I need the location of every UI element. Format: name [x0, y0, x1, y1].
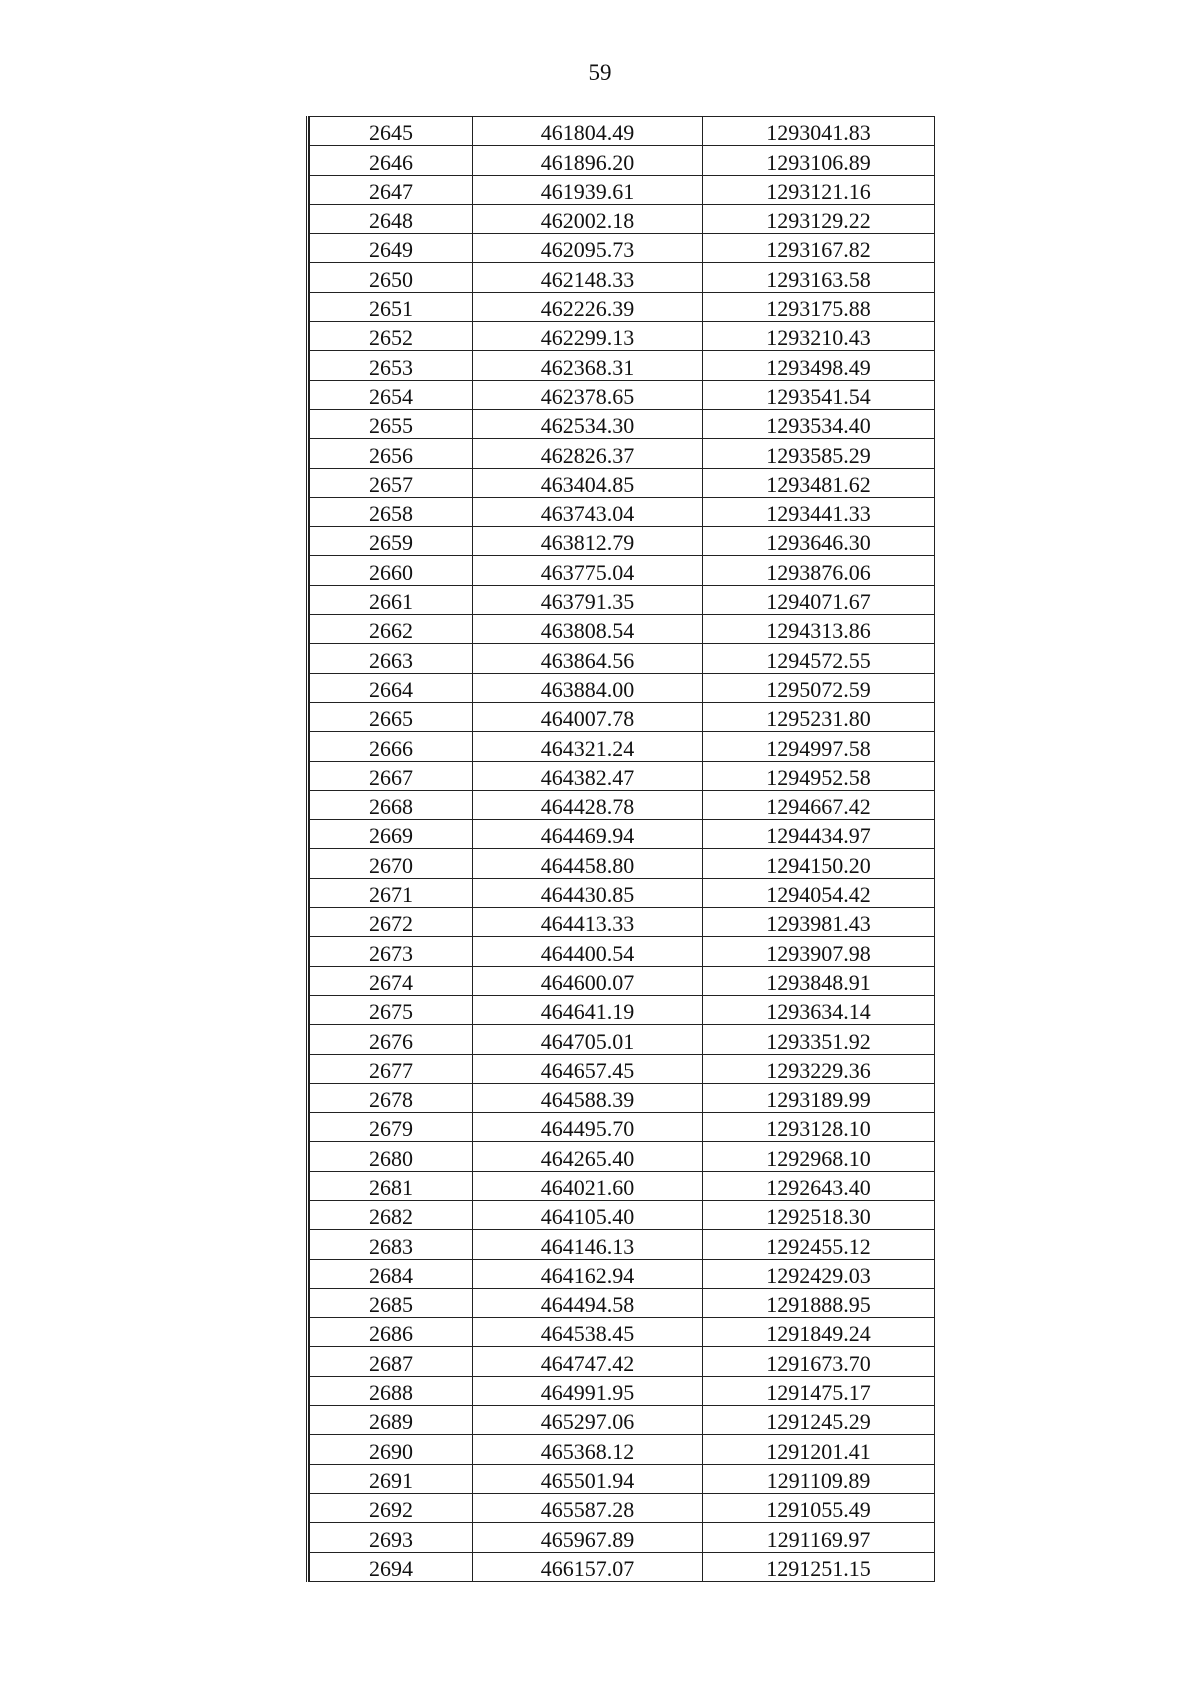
y-coordinate-cell: 1293634.14 — [703, 995, 935, 1024]
point-number-cell: 2682 — [310, 1200, 473, 1229]
y-coordinate-cell: 1293229.36 — [703, 1054, 935, 1083]
y-coordinate-cell: 1295231.80 — [703, 702, 935, 731]
point-number-cell: 2673 — [310, 937, 473, 966]
point-number-cell: 2646 — [310, 146, 473, 175]
point-number-cell: 2666 — [310, 732, 473, 761]
table-row — [310, 1025, 935, 1054]
x-coordinate-cell: 464146.13 — [473, 1230, 703, 1259]
y-coordinate-cell: 1291169.97 — [703, 1523, 935, 1552]
table-row — [310, 615, 935, 644]
table-row — [310, 409, 935, 438]
x-coordinate-cell: 461804.49 — [473, 117, 703, 146]
y-coordinate-cell: 1292429.03 — [703, 1259, 935, 1288]
y-coordinate-cell: 1291888.95 — [703, 1288, 935, 1317]
table-row — [310, 1376, 935, 1405]
y-coordinate-cell: 1294997.58 — [703, 732, 935, 761]
point-number-cell: 2652 — [310, 322, 473, 351]
point-number-cell: 2651 — [310, 292, 473, 321]
table-row — [310, 380, 935, 409]
table-row — [310, 556, 935, 585]
point-number-cell: 2675 — [310, 995, 473, 1024]
point-number-cell: 2683 — [310, 1230, 473, 1259]
x-coordinate-cell: 464538.45 — [473, 1318, 703, 1347]
x-coordinate-cell: 463864.56 — [473, 644, 703, 673]
y-coordinate-cell: 1291201.41 — [703, 1435, 935, 1464]
y-coordinate-cell: 1292518.30 — [703, 1200, 935, 1229]
table-row — [310, 1200, 935, 1229]
table-row — [310, 527, 935, 556]
y-coordinate-cell: 1294952.58 — [703, 761, 935, 790]
table-row — [310, 820, 935, 849]
y-coordinate-cell: 1294071.67 — [703, 585, 935, 614]
point-number-cell: 2671 — [310, 878, 473, 907]
y-coordinate-cell: 1293541.54 — [703, 380, 935, 409]
y-coordinate-cell: 1293481.62 — [703, 468, 935, 497]
y-coordinate-cell: 1293210.43 — [703, 322, 935, 351]
point-number-cell: 2678 — [310, 1083, 473, 1112]
table-row — [310, 1054, 935, 1083]
x-coordinate-cell: 464747.42 — [473, 1347, 703, 1376]
table-row — [310, 1230, 935, 1259]
point-number-cell: 2653 — [310, 351, 473, 380]
table-row — [310, 702, 935, 731]
x-coordinate-cell: 462148.33 — [473, 263, 703, 292]
point-number-cell: 2647 — [310, 175, 473, 204]
table-row — [310, 1435, 935, 1464]
y-coordinate-cell: 1293585.29 — [703, 439, 935, 468]
x-coordinate-cell: 464600.07 — [473, 966, 703, 995]
x-coordinate-cell: 464382.47 — [473, 761, 703, 790]
y-coordinate-cell: 1294572.55 — [703, 644, 935, 673]
point-number-cell: 2670 — [310, 849, 473, 878]
x-coordinate-cell: 465967.89 — [473, 1523, 703, 1552]
point-number-cell: 2650 — [310, 263, 473, 292]
x-coordinate-cell: 463791.35 — [473, 585, 703, 614]
y-coordinate-cell: 1293441.33 — [703, 497, 935, 526]
y-coordinate-cell: 1293121.16 — [703, 175, 935, 204]
x-coordinate-cell: 465587.28 — [473, 1493, 703, 1522]
point-number-cell: 2687 — [310, 1347, 473, 1376]
point-number-cell: 2669 — [310, 820, 473, 849]
y-coordinate-cell: 1291055.49 — [703, 1493, 935, 1522]
point-number-cell: 2663 — [310, 644, 473, 673]
x-coordinate-cell: 466157.07 — [473, 1552, 703, 1581]
y-coordinate-cell: 1292455.12 — [703, 1230, 935, 1259]
table-row — [310, 322, 935, 351]
point-number-cell: 2655 — [310, 409, 473, 438]
table-row — [310, 878, 935, 907]
y-coordinate-cell: 1293876.06 — [703, 556, 935, 585]
point-number-cell: 2664 — [310, 673, 473, 702]
x-coordinate-cell: 464413.33 — [473, 908, 703, 937]
point-number-cell: 2658 — [310, 497, 473, 526]
point-number-cell: 2690 — [310, 1435, 473, 1464]
coordinates-table-container — [306, 116, 934, 1582]
table-row — [310, 1288, 935, 1317]
x-coordinate-cell: 464495.70 — [473, 1113, 703, 1142]
point-number-cell: 2649 — [310, 234, 473, 263]
x-coordinate-cell: 462299.13 — [473, 322, 703, 351]
y-coordinate-cell: 1294667.42 — [703, 790, 935, 819]
x-coordinate-cell: 463775.04 — [473, 556, 703, 585]
table-row — [310, 234, 935, 263]
table-row — [310, 995, 935, 1024]
y-coordinate-cell: 1293163.58 — [703, 263, 935, 292]
point-number-cell: 2686 — [310, 1318, 473, 1347]
table-row — [310, 673, 935, 702]
x-coordinate-cell: 464105.40 — [473, 1200, 703, 1229]
x-coordinate-cell: 465297.06 — [473, 1406, 703, 1435]
table-row — [310, 732, 935, 761]
x-coordinate-cell: 464428.78 — [473, 790, 703, 819]
y-coordinate-cell: 1295072.59 — [703, 673, 935, 702]
x-coordinate-cell: 462002.18 — [473, 204, 703, 233]
x-coordinate-cell: 464265.40 — [473, 1142, 703, 1171]
table-row — [310, 1464, 935, 1493]
table-row — [310, 439, 935, 468]
table-row — [310, 351, 935, 380]
x-coordinate-cell: 464469.94 — [473, 820, 703, 849]
y-coordinate-cell: 1291109.89 — [703, 1464, 935, 1493]
y-coordinate-cell: 1293167.82 — [703, 234, 935, 263]
point-number-cell: 2681 — [310, 1171, 473, 1200]
point-number-cell: 2694 — [310, 1552, 473, 1581]
x-coordinate-cell: 464641.19 — [473, 995, 703, 1024]
point-number-cell: 2654 — [310, 380, 473, 409]
y-coordinate-cell: 1293646.30 — [703, 527, 935, 556]
point-number-cell: 2662 — [310, 615, 473, 644]
point-number-cell: 2692 — [310, 1493, 473, 1522]
x-coordinate-cell: 464430.85 — [473, 878, 703, 907]
x-coordinate-cell: 463812.79 — [473, 527, 703, 556]
x-coordinate-cell: 462378.65 — [473, 380, 703, 409]
table-row — [310, 1083, 935, 1112]
point-number-cell: 2665 — [310, 702, 473, 731]
y-coordinate-cell: 1294434.97 — [703, 820, 935, 849]
y-coordinate-cell: 1293175.88 — [703, 292, 935, 321]
table-row — [310, 1259, 935, 1288]
table-row — [310, 585, 935, 614]
point-number-cell: 2648 — [310, 204, 473, 233]
x-coordinate-cell: 461896.20 — [473, 146, 703, 175]
table-row — [310, 175, 935, 204]
x-coordinate-cell: 463404.85 — [473, 468, 703, 497]
table-row — [310, 497, 935, 526]
y-coordinate-cell: 1294313.86 — [703, 615, 935, 644]
x-coordinate-cell: 465501.94 — [473, 1464, 703, 1493]
point-number-cell: 2674 — [310, 966, 473, 995]
table-row — [310, 908, 935, 937]
point-number-cell: 2679 — [310, 1113, 473, 1142]
point-number-cell: 2688 — [310, 1376, 473, 1405]
table-row — [310, 790, 935, 819]
table-row — [310, 468, 935, 497]
y-coordinate-cell: 1293907.98 — [703, 937, 935, 966]
y-coordinate-cell: 1291251.15 — [703, 1552, 935, 1581]
table-row — [310, 1552, 935, 1581]
point-number-cell: 2661 — [310, 585, 473, 614]
x-coordinate-cell: 461939.61 — [473, 175, 703, 204]
x-coordinate-cell: 463743.04 — [473, 497, 703, 526]
table-row — [310, 1318, 935, 1347]
x-coordinate-cell: 464162.94 — [473, 1259, 703, 1288]
x-coordinate-cell: 462826.37 — [473, 439, 703, 468]
x-coordinate-cell: 462095.73 — [473, 234, 703, 263]
table-row — [310, 1347, 935, 1376]
x-coordinate-cell: 463884.00 — [473, 673, 703, 702]
table-row — [310, 1113, 935, 1142]
x-coordinate-cell: 464494.58 — [473, 1288, 703, 1317]
point-number-cell: 2668 — [310, 790, 473, 819]
x-coordinate-cell: 464007.78 — [473, 702, 703, 731]
coordinates-table-body — [310, 117, 935, 1582]
x-coordinate-cell: 464991.95 — [473, 1376, 703, 1405]
point-number-cell: 2684 — [310, 1259, 473, 1288]
coordinates-table — [309, 116, 935, 1582]
y-coordinate-cell: 1293848.91 — [703, 966, 935, 995]
table-row — [310, 937, 935, 966]
table-row — [310, 292, 935, 321]
point-number-cell: 2659 — [310, 527, 473, 556]
table-row — [310, 1523, 935, 1552]
x-coordinate-cell: 464705.01 — [473, 1025, 703, 1054]
table-row — [310, 1493, 935, 1522]
table-row — [310, 204, 935, 233]
point-number-cell: 2680 — [310, 1142, 473, 1171]
table-row — [310, 117, 935, 146]
table-row — [310, 1171, 935, 1200]
y-coordinate-cell: 1293189.99 — [703, 1083, 935, 1112]
y-coordinate-cell: 1291673.70 — [703, 1347, 935, 1376]
y-coordinate-cell: 1292643.40 — [703, 1171, 935, 1200]
x-coordinate-cell: 462368.31 — [473, 351, 703, 380]
point-number-cell: 2657 — [310, 468, 473, 497]
table-row — [310, 644, 935, 673]
y-coordinate-cell: 1293106.89 — [703, 146, 935, 175]
point-number-cell: 2656 — [310, 439, 473, 468]
y-coordinate-cell: 1291245.29 — [703, 1406, 935, 1435]
y-coordinate-cell: 1292968.10 — [703, 1142, 935, 1171]
x-coordinate-cell: 464657.45 — [473, 1054, 703, 1083]
table-row — [310, 966, 935, 995]
x-coordinate-cell: 464458.80 — [473, 849, 703, 878]
y-coordinate-cell: 1291849.24 — [703, 1318, 935, 1347]
x-coordinate-cell: 464588.39 — [473, 1083, 703, 1112]
table-row — [310, 1142, 935, 1171]
point-number-cell: 2689 — [310, 1406, 473, 1435]
point-number-cell: 2693 — [310, 1523, 473, 1552]
point-number-cell: 2677 — [310, 1054, 473, 1083]
point-number-cell: 2676 — [310, 1025, 473, 1054]
y-coordinate-cell: 1294054.42 — [703, 878, 935, 907]
x-coordinate-cell: 463808.54 — [473, 615, 703, 644]
table-row — [310, 849, 935, 878]
y-coordinate-cell: 1293981.43 — [703, 908, 935, 937]
y-coordinate-cell: 1293041.83 — [703, 117, 935, 146]
x-coordinate-cell: 462534.30 — [473, 409, 703, 438]
point-number-cell: 2672 — [310, 908, 473, 937]
table-row — [310, 1406, 935, 1435]
x-coordinate-cell: 464400.54 — [473, 937, 703, 966]
x-coordinate-cell: 465368.12 — [473, 1435, 703, 1464]
x-coordinate-cell: 464321.24 — [473, 732, 703, 761]
page-number: 59 — [588, 60, 612, 85]
y-coordinate-cell: 1293534.40 — [703, 409, 935, 438]
table-row — [310, 146, 935, 175]
point-number-cell: 2667 — [310, 761, 473, 790]
y-coordinate-cell: 1293129.22 — [703, 204, 935, 233]
table-row — [310, 263, 935, 292]
point-number-cell: 2685 — [310, 1288, 473, 1317]
y-coordinate-cell: 1293128.10 — [703, 1113, 935, 1142]
table-row — [310, 761, 935, 790]
x-coordinate-cell: 462226.39 — [473, 292, 703, 321]
y-coordinate-cell: 1293498.49 — [703, 351, 935, 380]
point-number-cell: 2691 — [310, 1464, 473, 1493]
x-coordinate-cell: 464021.60 — [473, 1171, 703, 1200]
y-coordinate-cell: 1294150.20 — [703, 849, 935, 878]
y-coordinate-cell: 1291475.17 — [703, 1376, 935, 1405]
y-coordinate-cell: 1293351.92 — [703, 1025, 935, 1054]
point-number-cell: 2645 — [310, 117, 473, 146]
point-number-cell: 2660 — [310, 556, 473, 585]
